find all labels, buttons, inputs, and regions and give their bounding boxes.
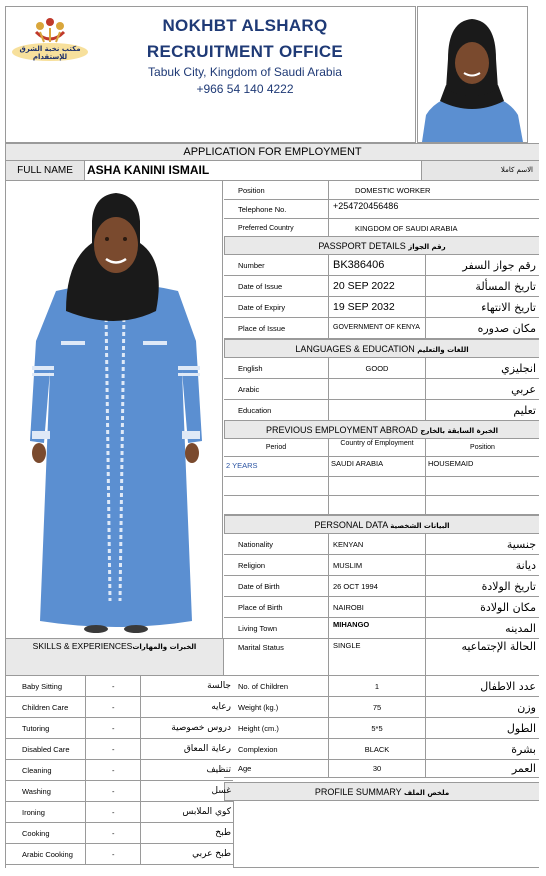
date-of-expiry-label: Date of Expiry — [224, 297, 329, 317]
skill-arabic: جالسة — [207, 681, 231, 691]
country-cell-1: SAUDI ARABIA — [329, 457, 426, 476]
skill-label: Disabled Care — [6, 739, 86, 759]
company-phone: +966 54 140 4222 — [196, 82, 294, 96]
profile-summary-body — [233, 801, 539, 868]
skill-row — [6, 718, 233, 739]
place-of-issue-arabic: مكان صدوره — [477, 321, 536, 335]
personal-value: SINGLE — [329, 639, 426, 675]
position-cell-1: HOUSEMAID — [428, 459, 474, 468]
position-row — [224, 181, 539, 200]
personal-data-title: PERSONAL DATA — [314, 520, 388, 530]
passport-table — [224, 255, 539, 339]
full-name-label: FULL NAME — [5, 161, 85, 180]
skill-row — [6, 802, 233, 823]
personal-arabic: المدينه — [505, 621, 536, 635]
previous-employment-table — [224, 439, 539, 515]
arabic-value — [329, 379, 426, 399]
english-arabic: انجليزي — [501, 361, 536, 375]
skill-label: Ironing — [6, 802, 86, 822]
english-value: GOOD — [329, 358, 426, 378]
telephone-row — [224, 200, 539, 219]
personal-data-table — [224, 534, 539, 782]
full-name-value: ASHA KANINI ISMAIL — [87, 163, 210, 177]
personal-label: Complexion — [224, 739, 329, 759]
personal-label: Height (cm.) — [224, 718, 329, 738]
personal-arabic: وزن — [517, 700, 536, 714]
position-value: DOMESTIC WORKER — [355, 185, 431, 195]
portrait-small — [417, 6, 528, 143]
previous-employment-row-2 — [224, 477, 539, 496]
personal-arabic: تاريخ الولادة — [481, 579, 536, 593]
period-cell-2 — [224, 477, 329, 495]
position-label: Position — [224, 181, 329, 199]
personal-arabic: بشرة — [511, 742, 536, 756]
arabic-label: Arabic — [224, 379, 329, 399]
arabic-arabic: عربي — [511, 382, 536, 396]
english-label: English — [224, 358, 329, 378]
skill-arabic: تنظيف — [206, 765, 231, 775]
passport-section-title-ar: رقم الجواز — [408, 243, 446, 251]
personal-row — [224, 760, 539, 778]
skill-label: Children Care — [6, 697, 86, 717]
passport-number-row — [224, 255, 539, 276]
company-name-line1: NOKHBT ALSHARQ — [162, 16, 328, 35]
place-of-issue-row — [224, 318, 539, 339]
position-header: Position — [470, 444, 495, 451]
personal-arabic: الطول — [506, 721, 536, 735]
position-cell-2 — [426, 477, 539, 495]
country-cell-3 — [329, 496, 426, 514]
date-of-expiry-arabic: تاريخ الانتهاء — [481, 300, 536, 314]
personal-arabic: جنسية — [506, 537, 536, 551]
personal-row — [224, 597, 539, 618]
date-of-issue-arabic: تاريخ المسألة — [475, 279, 536, 293]
personal-label: Weight (kg.) — [224, 697, 329, 717]
skill-value: - — [86, 697, 141, 717]
date-of-issue-row — [224, 276, 539, 297]
education-value — [329, 400, 426, 420]
personal-row — [224, 576, 539, 597]
country-header: Country of Employment — [329, 439, 426, 456]
personal-label: Marital Status — [224, 639, 329, 675]
skill-arabic: كوي الملابس — [182, 807, 231, 817]
personal-label: Place of Birth — [224, 597, 329, 617]
skill-label: Arabic Cooking — [6, 844, 86, 864]
skill-row — [6, 760, 233, 781]
skill-row — [6, 739, 233, 760]
company-name-line2: RECRUITMENT OFFICE — [146, 42, 344, 61]
personal-value: KENYAN — [329, 534, 426, 554]
telephone-label: Telephone No. — [224, 200, 329, 218]
skills-table — [5, 676, 233, 868]
personal-arabic: مكان الولادة — [480, 600, 536, 614]
place-of-issue-value: GOVERNMENT OF KENYA — [329, 318, 426, 338]
passport-number-label: Number — [224, 255, 329, 275]
skill-arabic: طبخ — [215, 828, 231, 838]
date-of-issue-value: 20 SEP 2022 — [329, 276, 426, 296]
personal-arabic: الحالة الإجتماعيه — [461, 640, 536, 653]
country-cell-2 — [329, 477, 426, 495]
languages-section-title-ar: اللغات والتعليم — [417, 346, 469, 354]
previous-employment-header-row — [224, 439, 539, 457]
skill-value: - — [86, 676, 141, 696]
languages-section-title: LANGUAGES & EDUCATION — [295, 344, 415, 354]
passport-section-header — [224, 236, 539, 255]
personal-value: MIHANGO — [329, 618, 426, 638]
top-fields — [224, 181, 539, 238]
personal-value: MUSLIM — [329, 555, 426, 575]
skill-value: - — [86, 823, 141, 843]
skill-value: - — [86, 760, 141, 780]
personal-value: 1 — [329, 676, 426, 696]
telephone-value: +254720456486 — [333, 201, 399, 211]
languages-section-header — [224, 339, 539, 358]
skill-row — [6, 844, 233, 865]
skill-label: Cooking — [6, 823, 86, 843]
personal-row — [224, 697, 539, 718]
skill-value: - — [86, 802, 141, 822]
personal-value: 75 — [329, 697, 426, 717]
portrait-small-image — [418, 7, 527, 142]
skill-arabic: طبخ عربي — [192, 849, 231, 859]
skill-label: Baby Sitting — [6, 676, 86, 696]
skill-row — [6, 781, 233, 802]
portrait-large — [5, 181, 223, 638]
personal-arabic: العمر — [511, 762, 536, 775]
skill-arabic: رعايه — [211, 702, 231, 712]
personal-row — [224, 555, 539, 576]
position-cell-3 — [426, 496, 539, 514]
personal-arabic: ديانة — [515, 558, 536, 572]
skills-title: SKILLS & EXPERIENCES — [32, 641, 133, 651]
personal-row — [224, 618, 539, 639]
skills-header — [5, 638, 224, 676]
languages-table — [224, 358, 539, 421]
personal-row — [224, 534, 539, 555]
previous-employment-title: PREVIOUS EMPLOYMENT ABROAD — [265, 425, 418, 435]
personal-label: Living Town — [224, 618, 329, 638]
full-name-row — [5, 161, 539, 181]
personal-label: Nationality — [224, 534, 329, 554]
personal-arabic: عدد الاطفال — [480, 679, 536, 693]
application-title: APPLICATION FOR EMPLOYMENT — [5, 143, 539, 161]
preferred-country-value: KINGDOM OF SAUDI ARABIA — [355, 223, 458, 233]
previous-employment-row-3 — [224, 496, 539, 515]
skill-value: - — [86, 781, 141, 801]
personal-data-title-ar: البيانات الشخصية — [390, 522, 450, 530]
skill-label: Washing — [6, 781, 86, 801]
previous-employment-row-1 — [224, 457, 539, 477]
skill-value: - — [86, 844, 141, 864]
personal-label: Age — [224, 760, 329, 777]
passport-number-value: BK386406 — [329, 255, 426, 275]
personal-row — [224, 739, 539, 760]
portrait-large-image — [6, 181, 222, 638]
personal-label: Date of Birth — [224, 576, 329, 596]
skill-arabic: رعاية المعاق — [183, 744, 231, 754]
skill-row — [6, 676, 233, 697]
skill-label: Tutoring — [6, 718, 86, 738]
arabic-row — [224, 379, 539, 400]
company-logo — [10, 12, 90, 64]
personal-value: NAIROBI — [329, 597, 426, 617]
passport-section-title: PASSPORT DETAILS — [318, 241, 406, 251]
personal-label: No. of Children — [224, 676, 329, 696]
skill-arabic: دروس خصوصية — [171, 723, 231, 733]
profile-summary-title-ar: ملخص الملف — [404, 789, 450, 797]
place-of-issue-label: Place of Issue — [224, 318, 329, 338]
skill-label: Cleaning — [6, 760, 86, 780]
skill-row — [6, 823, 233, 844]
skill-value: - — [86, 718, 141, 738]
personal-data-header — [224, 515, 539, 534]
education-label: Education — [224, 400, 329, 420]
education-arabic: تعليم — [513, 403, 536, 417]
personal-row — [224, 676, 539, 697]
profile-summary-title: PROFILE SUMMARY — [314, 787, 402, 797]
education-row — [224, 400, 539, 421]
preferred-country-label: Preferred Country — [224, 219, 329, 237]
personal-row — [224, 639, 539, 676]
date-of-expiry-value: 19 SEP 2032 — [329, 297, 426, 317]
company-location: Tabuk City, Kingdom of Saudi Arabia — [148, 65, 342, 79]
personal-label: Religion — [224, 555, 329, 575]
skill-row — [6, 697, 233, 718]
personal-row — [224, 718, 539, 739]
skill-value: - — [86, 739, 141, 759]
personal-value: 30 — [329, 760, 426, 777]
previous-employment-title-ar: الخبرة السابقة بالخارج — [420, 427, 498, 435]
period-cell-3 — [224, 496, 329, 514]
skill-arabic: غسل — [211, 786, 231, 796]
period-cell-1: 2 YEARS — [224, 457, 329, 476]
period-header: Period — [224, 439, 329, 456]
logo-text: مكتب نخبة الشرق للإستقدام — [19, 45, 81, 61]
previous-employment-header — [224, 420, 539, 439]
skills-title-ar: الخبرات والمهارات — [132, 643, 197, 651]
full-name-arabic-label: الاسم كاملا — [421, 161, 539, 180]
personal-value: BLACK — [329, 739, 426, 759]
personal-value: 5*5 — [329, 718, 426, 738]
personal-value: 26 OCT 1994 — [329, 576, 426, 596]
date-of-expiry-row — [224, 297, 539, 318]
passport-number-arabic: رقم جواز السفر — [462, 258, 536, 272]
date-of-issue-label: Date of Issue — [224, 276, 329, 296]
english-row — [224, 358, 539, 379]
profile-summary-header — [224, 782, 539, 801]
